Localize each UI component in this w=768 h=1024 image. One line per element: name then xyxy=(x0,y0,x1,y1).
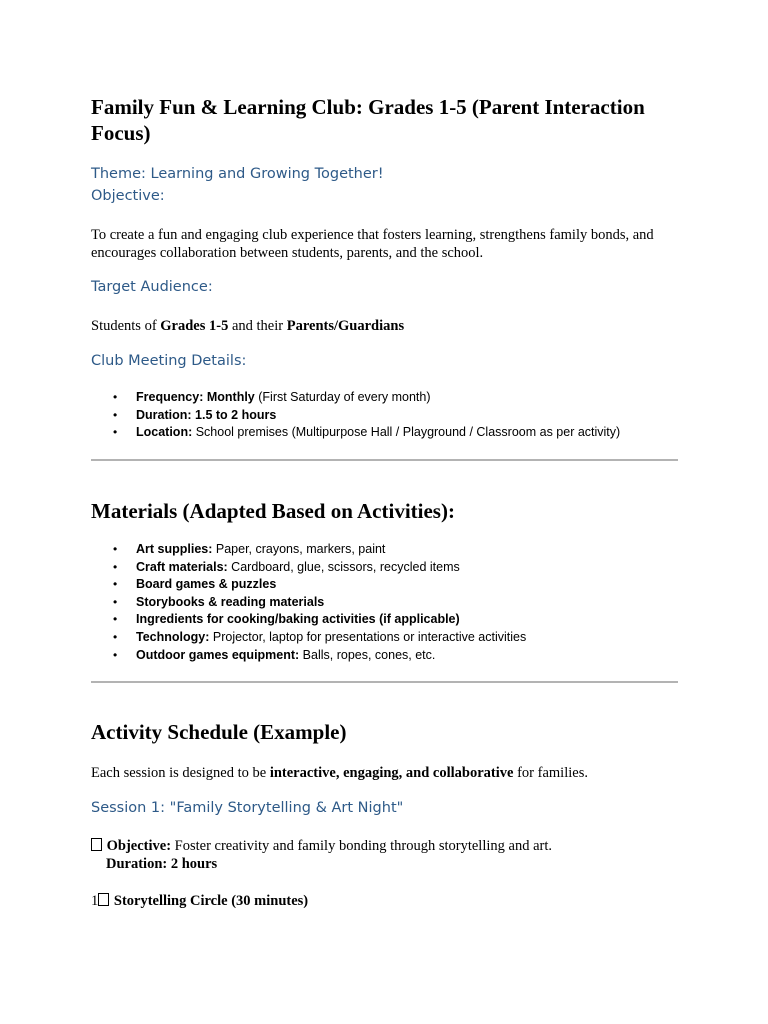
list-item-text: Projector, laptop for presentations or interactive activities xyxy=(209,629,527,644)
session-1-objective-label: Objective: xyxy=(106,838,172,854)
missing-glyph-icon xyxy=(98,893,109,906)
step-1-title-text: Storytelling Circle (30 minutes) xyxy=(113,893,309,909)
list-item-text: Balls, ropes, cones, etc. xyxy=(299,647,436,662)
session-1-duration-text: Duration: 2 hours xyxy=(106,856,218,872)
list-item-label: Art supplies: xyxy=(136,542,213,556)
target-audience-text xyxy=(91,317,681,335)
list-item-label: Craft materials: xyxy=(136,559,228,574)
list-item-text: (First Saturday of every month) xyxy=(254,390,431,404)
target-grades: Grades 1-5 xyxy=(160,318,229,334)
list-item xyxy=(91,541,526,559)
list-item xyxy=(91,559,526,577)
list-item-label: Frequency: Monthly xyxy=(136,390,255,404)
list-item-label: Board games & puzzles xyxy=(136,577,277,592)
objective-text: To create a fun and engaging club experience that fosters learning, strengthens family bonds, and encourages collaboration between students, parents, and the school. xyxy=(91,227,654,261)
target-parents: Parents/Guardians xyxy=(286,318,405,334)
list-item xyxy=(91,647,526,665)
session-1-duration xyxy=(91,855,681,873)
list-item xyxy=(91,576,526,594)
schedule-intro xyxy=(91,764,681,782)
schedule-intro-bold: interactive, engaging, and collaborative xyxy=(269,765,514,781)
section-divider xyxy=(91,681,678,683)
section-divider xyxy=(91,459,678,461)
list-item xyxy=(91,407,620,425)
list-item-label: Outdoor games equipment: xyxy=(136,647,300,662)
list-item xyxy=(91,629,526,647)
step-1-title xyxy=(91,892,681,910)
list-item xyxy=(91,389,620,407)
schedule-heading: Activity Schedule (Example) xyxy=(91,720,347,744)
list-item xyxy=(91,424,620,442)
session-1-heading: Session 1: "Family Storytelling & Art Night" xyxy=(91,800,404,816)
step-1-number: 1 xyxy=(91,893,99,909)
list-item-label: Duration: 1.5 to 2 hours xyxy=(136,407,277,422)
target-middle: and their xyxy=(228,318,287,334)
meeting-details-list xyxy=(91,389,620,442)
schedule-intro-prefix: Each session is designed to be xyxy=(91,765,270,781)
list-item-label: Technology: xyxy=(136,629,210,644)
target-prefix: Students of xyxy=(91,318,161,334)
objective-heading: Objective: xyxy=(91,188,165,204)
list-item xyxy=(91,611,526,629)
materials-heading: Materials (Adapted Based on Activities): xyxy=(91,499,455,523)
list-item-label: Storybooks & reading materials xyxy=(136,594,325,609)
target-audience-heading: Target Audience: xyxy=(91,279,213,295)
schedule-intro-suffix: for families. xyxy=(513,765,588,781)
list-item-text: School premises (Multipurpose Hall / Playground / Classroom as per activity) xyxy=(192,425,621,440)
theme-heading: Theme: Learning and Growing Together! xyxy=(91,166,384,182)
session-1-objective xyxy=(91,837,681,855)
list-item-label: Ingredients for cooking/baking activities (if applicable) xyxy=(136,612,460,627)
meeting-details-heading: Club Meeting Details: xyxy=(91,353,247,369)
list-item xyxy=(91,594,526,612)
missing-glyph-icon xyxy=(91,838,102,851)
list-item-text: Paper, crayons, markers, paint xyxy=(212,542,386,556)
list-item-label: Location: xyxy=(136,425,193,440)
session-1-objective-text: Foster creativity and family bonding through storytelling and art. xyxy=(171,838,552,854)
document-title: Family Fun & Learning Club: Grades 1-5 (Parent Interaction Focus) xyxy=(91,95,645,145)
list-item-text: Cardboard, glue, scissors, recycled items xyxy=(227,559,460,574)
materials-list xyxy=(91,541,526,664)
